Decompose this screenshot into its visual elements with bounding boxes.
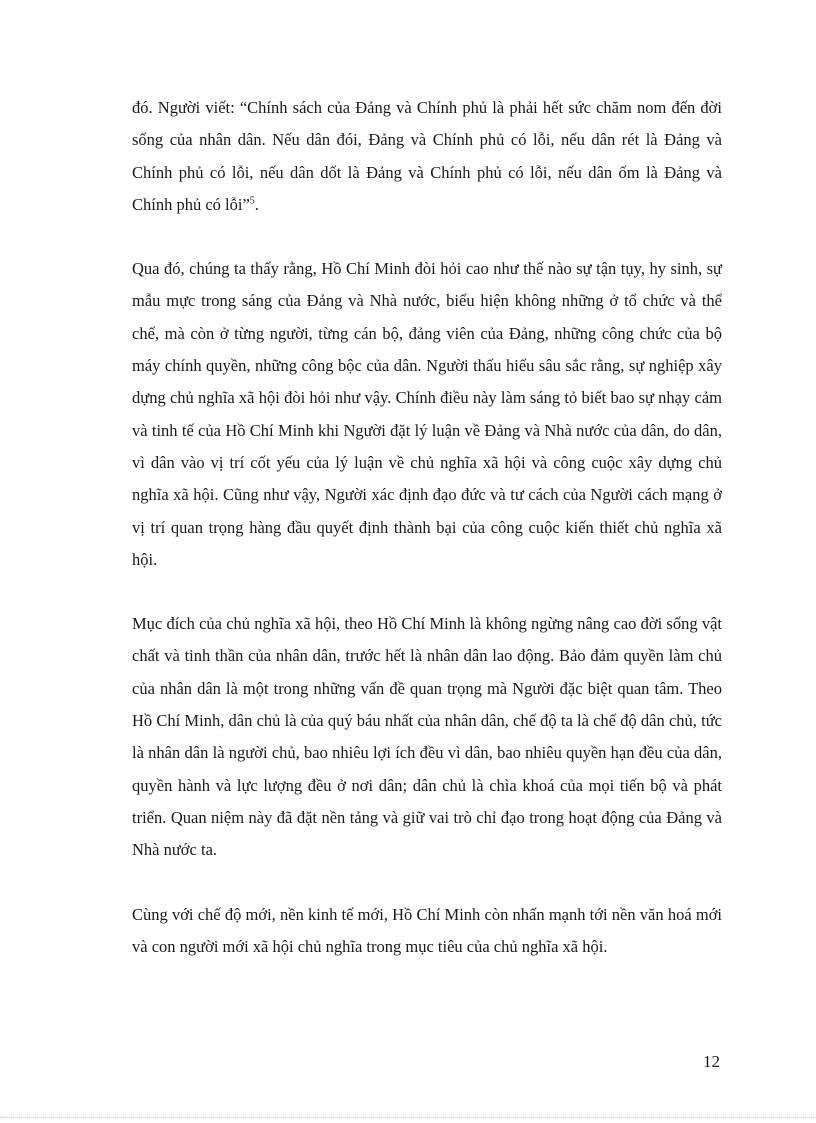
- footnote-marker[interactable]: 5: [249, 195, 255, 207]
- paragraph-1-tail: .: [254, 194, 259, 214]
- body-text: [132, 92, 722, 963]
- paragraph-2: Qua đó, chúng ta thấy rằng, Hồ Chí Minh đòi hỏi cao như thế nào sự tận tụy, hy sinh, sự mẫu mực trong sáng của Đảng và Nhà nước, biểu hiện không những ở tổ chức và thể chế, mà còn ở từng người, từng cán bộ, đảng viên của Đảng, những công chức của bộ máy chính quyền, những công bộc của dân. Người thấu hiểu sâu sắc rằng, sự nghiệp xây dựng chủ nghĩa xã hội đòi hỏi như vậy. Chính điều này làm sáng tỏ biết bao sự nhạy cảm và tinh tế của Hồ Chí Minh khi Người đặt lý luận về Đảng và Nhà nước của dân, do dân, vì dân vào vị trí cốt yếu của lý luận về chủ nghĩa xã hội và công cuộc xây dựng chủ nghĩa xã hội. Cũng như vậy, Người xác định đạo đức và tư cách của Người cách mạng ở vị trí quan trọng hàng đầu quyết định thành bại của công cuộc kiến thiết chủ nghĩa xã hội.: [132, 259, 722, 569]
- paragraph-1-text: đó. Người viết: “Chính sách của Đảng và Chính phủ là phải hết sức chăm nom đến đời sống của nhân dân. Nếu dân đói, Đảng và Chính phủ có lỗi, nếu dân rét là Đảng và Chính phủ có lỗi, nếu dân dốt là Đảng và Chính phủ có lỗi, nếu dân ốm là Đảng và Chính phủ có lỗi”: [132, 98, 722, 214]
- paragraph-1: [132, 92, 722, 221]
- paragraph-3: Mục đích của chủ nghĩa xã hội, theo Hồ Chí Minh là không ngừng nâng cao đời sống vật chất và tinh thần của nhân dân, trước hết là nhân dân lao động. Bảo đảm quyền làm chủ của nhân dân là một trong những vấn đề quan trọng mà Người đặc biệt quan tâm. Theo Hồ Chí Minh, dân chủ là của quý báu nhất của nhân dân, chế độ ta là chế độ dân chủ, tức là nhân dân là người chủ, bao nhiêu lợi ích đều vì dân, bao nhiêu quyền hạn đều của dân, quyền hành và lực lượng đều ở nơi dân; dân chủ là chìa khoá của mọi tiến bộ và phát triển. Quan niệm này đã đặt nền tảng và giữ vai trò chỉ đạo trong hoạt động của Đảng và Nhà nước ta.: [132, 614, 722, 860]
- page-number: 12: [703, 1052, 720, 1071]
- page-bottom-divider: [0, 1117, 816, 1118]
- paragraph-4: Cùng với chế độ mới, nền kinh tế mới, Hồ Chí Minh còn nhấn mạnh tới nền văn hoá mới và con người mới xã hội chủ nghĩa trong mục tiêu của chủ nghĩa xã hội.: [132, 904, 722, 956]
